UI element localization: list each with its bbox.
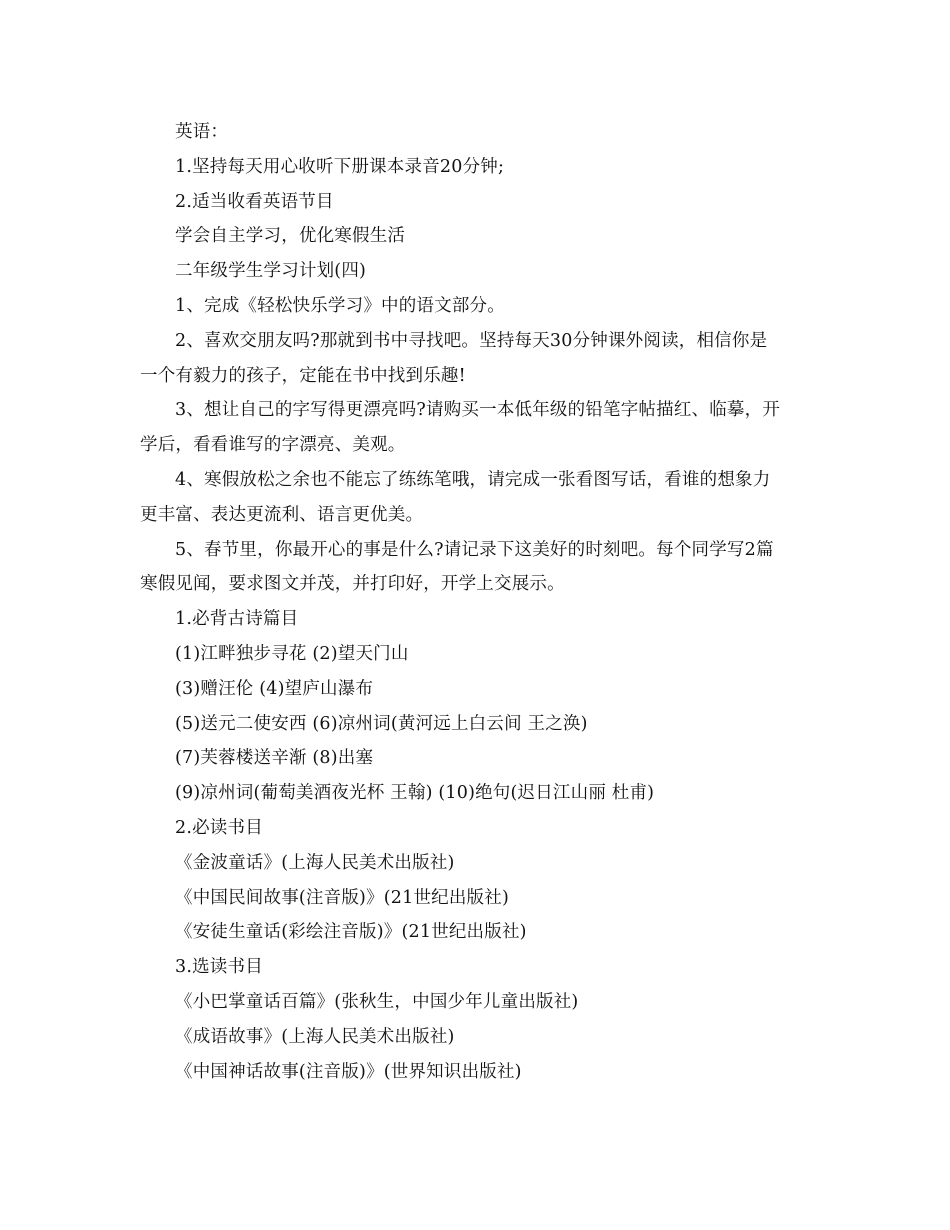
poem-list-heading: 1.必背古诗篇目: [175, 609, 299, 630]
task-item-2: [140, 324, 810, 394]
english-item-2: 2.适当收看英语节目: [175, 191, 334, 212]
poem-list-item: (5)送元二使安西 (6)凉州词(黄河远上白云间 王之涣): [175, 713, 588, 734]
task-item-4: [140, 463, 810, 533]
task-item-2-line-2: 一个有毅力的孩子，定能在书中找到乐趣!: [140, 365, 466, 386]
document-body: [140, 115, 810, 1089]
optional-book-item: 《小巴掌童话百篇》(张秋生，中国少年儿童出版社): [175, 991, 579, 1012]
poem-list-item: (1)江畔独步寻花 (2)望天门山: [175, 643, 409, 664]
task-item-3: [140, 393, 810, 463]
optional-book-item: 《中国神话故事(注音版)》(世界知识出版社): [175, 1061, 522, 1082]
task-item-3-line-2: 学后，看看谁写的字漂亮、美观。: [140, 435, 406, 456]
task-item-4-line-2: 更丰富、表达更流利、语言更优美。: [140, 504, 424, 525]
task-item-2-line-1: 2、喜欢交朋友吗?那就到书中寻找吧。坚持每天30分钟课外阅读，相信你是: [175, 330, 768, 351]
heading-english: 英语：: [175, 122, 229, 142]
poem-list-item: (9)凉州词(葡萄美酒夜光杯 王翰) (10)绝句(迟日江山丽 杜甫): [175, 783, 655, 804]
required-book-item: 《金波童话》(上海人民美术出版社): [175, 852, 455, 873]
optional-book-item: 《成语故事》(上海人民美术出版社): [175, 1026, 455, 1047]
task-item-5-line-2: 寒假见闻，要求图文并茂，并打印好，开学上交展示。: [140, 574, 565, 595]
task-item-3-line-1: 3、想让自己的字写得更漂亮吗?请购买一本低年级的铅笔字帖描红、临摹，开: [175, 400, 781, 421]
section-title: 二年级学生学习计划(四): [175, 261, 367, 282]
required-books-heading: 2.必读书目: [175, 817, 263, 838]
task-item-1: 1、完成《轻松快乐学习》中的语文部分。: [175, 295, 505, 316]
task-item-5-line-1: 5、春节里，你最开心的事是什么?请记录下这美好的时刻吧。每个同学写2篇: [175, 539, 774, 560]
required-book-item: 《安徒生童话(彩绘注音版)》(21世纪出版社): [175, 922, 527, 943]
english-item-1: 1.坚持每天用心收听下册课本录音20分钟;: [175, 156, 505, 177]
task-item-5: [140, 533, 810, 603]
required-book-item: 《中国民间故事(注音版)》(21世纪出版社): [175, 887, 509, 908]
task-item-4-line-1: 4、寒假放松之余也不能忘了练练笔哦，请完成一张看图写话，看谁的想象力: [175, 469, 771, 490]
optional-books-heading: 3.选读书目: [175, 957, 263, 978]
poem-list-item: (7)芙蓉楼送辛渐 (8)出塞: [175, 748, 374, 769]
poem-list-item: (3)赠汪伦 (4)望庐山瀑布: [175, 678, 374, 699]
slogan-line: 学会自主学习，优化寒假生活: [175, 226, 406, 247]
